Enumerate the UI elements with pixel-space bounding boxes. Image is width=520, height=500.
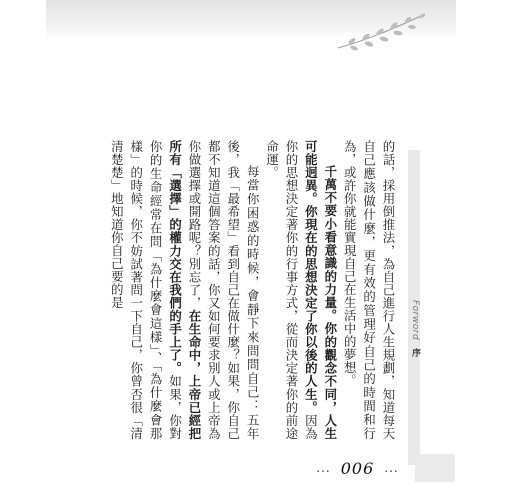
paragraph: [340, 140, 398, 440]
page-number: 006: [340, 458, 375, 478]
side-tab-chinese: 序: [410, 347, 420, 358]
side-tab-label: [408, 300, 422, 357]
text-run: 因為你的思想決定著你的行事方式，從而決定著你的前途命運。: [264, 140, 319, 441]
paragraph: [107, 140, 262, 440]
bold-text-run: 在生命中，上帝已經把所有「選擇」的權力交在我們的手上了。: [167, 140, 202, 441]
page-number-strip: [415, 454, 455, 482]
body-text: [109, 140, 398, 441]
bold-text-run: 千萬不要小看意識的力量。你的觀念不同，人生可能迥異。你現在的思想決定了你以後的人生。: [303, 140, 338, 440]
text-run: 的話，採用倒推法，為自己進行人生規劃，知道每天自己應該做什麼，更有效的管理好自己的時間和行為，或許你就能實現自己在生活中的夢想。: [342, 140, 396, 440]
text-run: 每當你困惑的時候，會靜下來問問自己：五年後，我「最希望」看到自己在做什麼？如果，你自己都不知道這個答案的話，你又如何要求別人或上帝為你做選擇或開路呢？別忘了，: [186, 140, 261, 440]
paragraph: [262, 140, 340, 440]
leaf-sprig-icon: [330, 8, 430, 58]
page-number-dots-right: ...: [384, 461, 399, 475]
page-number-dots-left: ...: [316, 461, 331, 475]
page-number-box: [300, 454, 415, 482]
text-run: 如果，你對你的生命經常在問「為什麼會這樣」、「為什麼會那樣」的時候，你不妨試著問一下自己，你曾否很「清清楚楚」地知道你自己要的是: [109, 140, 183, 441]
side-tab-english: Forword: [410, 300, 420, 341]
